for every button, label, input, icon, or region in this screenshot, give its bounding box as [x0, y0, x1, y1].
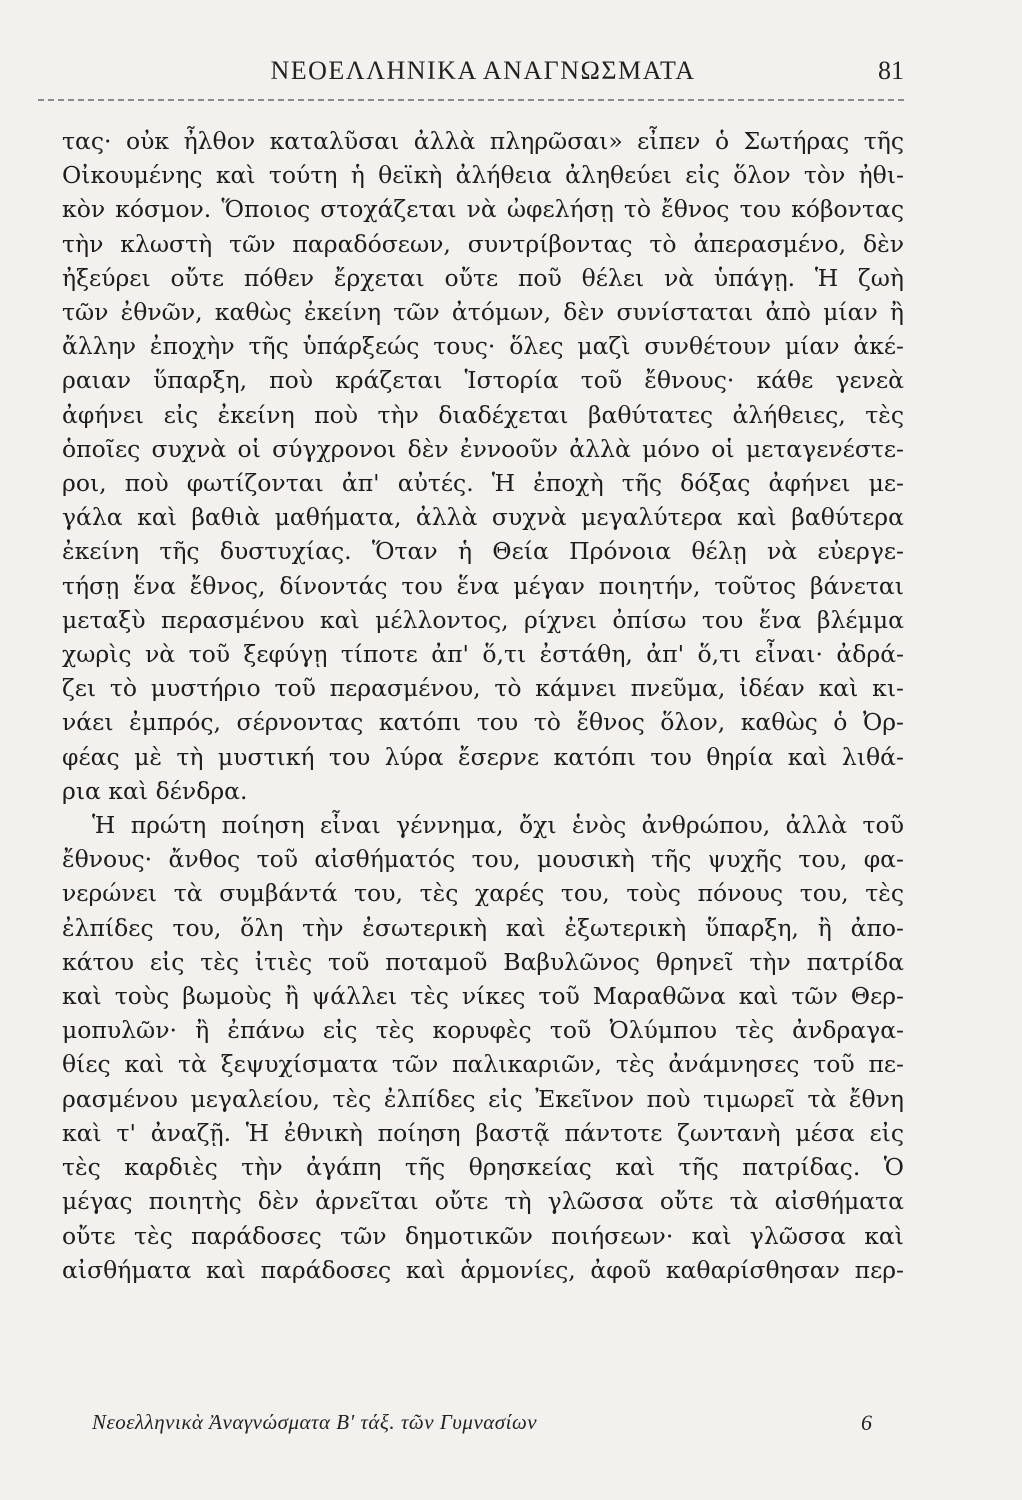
- text-line: τῶν ἐθνῶν, καθὼς ἐκείνη τῶν ἀτόμων, δὲν συνίσταται ἀπὸ μίαν ἢ: [62, 298, 904, 327]
- text-line: αἰσθήματα καὶ παράδοσες καὶ ἁρμονίες, ἀφοῦ καθαρίσθησαν περ-: [62, 1255, 904, 1284]
- text-line: φέας μὲ τὴ μυστική του λύρα ἔσερνε κατόπι του θηρία καὶ λιθά-: [62, 742, 904, 771]
- page-number: 81: [878, 56, 904, 85]
- running-head: [62, 56, 904, 94]
- text-line: ἔθνους· ἄνθος τοῦ αἰσθήματός του, μουσικὴ τῆς ψυχῆς του, φα-: [62, 845, 904, 874]
- text-line: ροι, ποὺ φωτίζονται ἀπ' αὐτές. Ἡ ἐποχὴ τῆς δόξας ἀφήνει με-: [62, 469, 904, 498]
- text-line: ἐλπίδες του, ὅλη τὴν ἐσωτερικὴ καὶ ἐξωτερικὴ ὕπαρξη, ἢ ἀπο-: [62, 913, 904, 942]
- text-line: ρια καὶ δένδρα.: [62, 776, 248, 805]
- text-line: ὁποῖες συχνὰ οἱ σύγχρονοι δὲν ἐννοοῦν ἀλλὰ μόνο οἱ μεταγενέστε-: [62, 434, 904, 463]
- body-text: [62, 124, 904, 1287]
- text-line: νάει ἐμπρός, σέρνοντας κατόπι του τὸ ἔθνος ὅλον, καθὼς ὁ Ὀρ-: [62, 708, 904, 737]
- text-line: τας· οὐκ ἦλθον καταλῦσαι ἀλλὰ πληρῶσαι» εἶπεν ὁ Σωτήρας τῆς: [62, 127, 904, 155]
- text-line: νερώνει τὰ συμβάντά του, τὲς χαρές του, τοὺς πόνους του, τὲς: [62, 879, 904, 908]
- text-line: θίες καὶ τὰ ξεψυχίσματα τῶν παλικαριῶν, τὲς ἀνάμνησες τοῦ πε-: [62, 1050, 904, 1079]
- header-rule: [38, 99, 904, 101]
- printer-signature-mark: 6: [861, 1410, 872, 1435]
- text-line: καὶ τ' ἀναζῇ. Ἡ ἐθνικὴ ποίηση βαστᾷ πάντοτε ζωντανὴ μέσα εἰς: [62, 1118, 904, 1147]
- text-line: τὲς καρδιὲς τὴν ἀγάπη τῆς θρησκείας καὶ τῆς πατρίδας. Ὁ: [62, 1153, 904, 1182]
- text-line: ζει τὸ μυστήριο τοῦ περασμένου, τὸ κάμνει πνεῦμα, ἰδέαν καὶ κι-: [62, 674, 904, 703]
- text-line: ρασμένου μεγαλείου, τὲς ἐλπίδες εἰς Ἐκεῖνον ποὺ τιμωρεῖ τὰ ἔθνη: [62, 1084, 904, 1113]
- footer-book-title: Νεοελληνικὰ Ἀναγνώσματα Β' τάξ. τῶν Γυμνασίων: [92, 1410, 538, 1434]
- text-line: καὶ τοὺς βωμοὺς ἢ ψάλλει τὲς νίκες τοῦ Μαραθῶνα καὶ τῶν Θερ-: [62, 982, 904, 1011]
- text-line: ἠξεύρει οὔτε πόθεν ἔρχεται οὔτε ποῦ θέλει νὰ ὑπάγῃ. Ἡ ζωὴ: [62, 263, 904, 292]
- text-line: μοπυλῶν· ἢ ἐπάνω εἰς τὲς κορυφὲς τοῦ Ὀλύμπου τὲς ἀνδραγα-: [62, 1016, 904, 1045]
- text-line: γάλα καὶ βαθιὰ μαθήματα, ἀλλὰ συχνὰ μεγαλύτερα καὶ βαθύτερα: [62, 503, 904, 532]
- text-line: ἄλλην ἐποχὴν τῆς ὑπάρξεώς τους· ὅλες μαζὶ συνθέτουν μίαν ἀκέ-: [62, 332, 904, 361]
- text-line: Οἰκουμένης καὶ τούτη ἡ θεϊκὴ ἀλήθεια ἀληθεύει εἰς ὅλον τὸν ἠθι-: [62, 161, 904, 190]
- text-line: ἐκείνη τῆς δυστυχίας. Ὅταν ἡ Θεία Πρόνοια θέλῃ νὰ εὐεργε-: [62, 537, 904, 566]
- text-line: ἀφήνει εἰς ἐκείνη ποὺ τὴν διαδέχεται βαθύτατες ἀλήθειες, τὲς: [62, 400, 904, 429]
- text-line: ραιαν ὕπαρξη, ποὺ κράζεται Ἱστορία τοῦ ἔθνους· κάθε γενεὰ: [62, 366, 904, 395]
- text-line: Ἡ πρώτη ποίηση εἶναι γέννημα, ὄχι ἑνὸς ἀνθρώπου, ἀλλὰ τοῦ: [92, 811, 904, 840]
- text-line: τὴν κλωστὴ τῶν παραδόσεων, συντρίβοντας τὸ ἀπερασμένο, δὲν: [62, 229, 904, 258]
- running-title: ΝΕΟΕΛΛΗΝΙΚΑ ΑΝΑΓΝΩΣΜΑΤΑ: [270, 56, 696, 85]
- text-line: χωρὶς νὰ τοῦ ξεφύγῃ τίποτε ἀπ' ὅ,τι ἐστάθη, ἀπ' ὅ,τι εἶναι· ἀδρά-: [62, 640, 904, 669]
- text-line: κάτου εἰς τὲς ἰτιὲς τοῦ ποταμοῦ Βαβυλῶνος θρηνεῖ τὴν πατρίδα: [62, 947, 904, 976]
- signature-footer: [92, 1410, 872, 1444]
- text-line: τήσῃ ἕνα ἔθνος, δίνοντάς του ἕνα μέγαν ποιητήν, τοῦτος βάνεται: [62, 571, 904, 600]
- text-line: μεταξὺ περασμένου καὶ μέλλοντος, ρίχνει ὀπίσω του ἕνα βλέμμα: [62, 605, 904, 634]
- text-line: οὔτε τὲς παράδοσες τῶν δημοτικῶν ποιήσεων· καὶ γλῶσσα καὶ: [62, 1221, 904, 1250]
- text-line: κὸν κόσμον. Ὅποιος στοχάζεται νὰ ὠφελήσῃ τὸ ἔθνος του κόβοντας: [62, 195, 904, 224]
- text-line: μέγας ποιητὴς δὲν ἀρνεῖται οὔτε τὴ γλῶσσα οὔτε τὰ αἰσθήματα: [62, 1187, 904, 1216]
